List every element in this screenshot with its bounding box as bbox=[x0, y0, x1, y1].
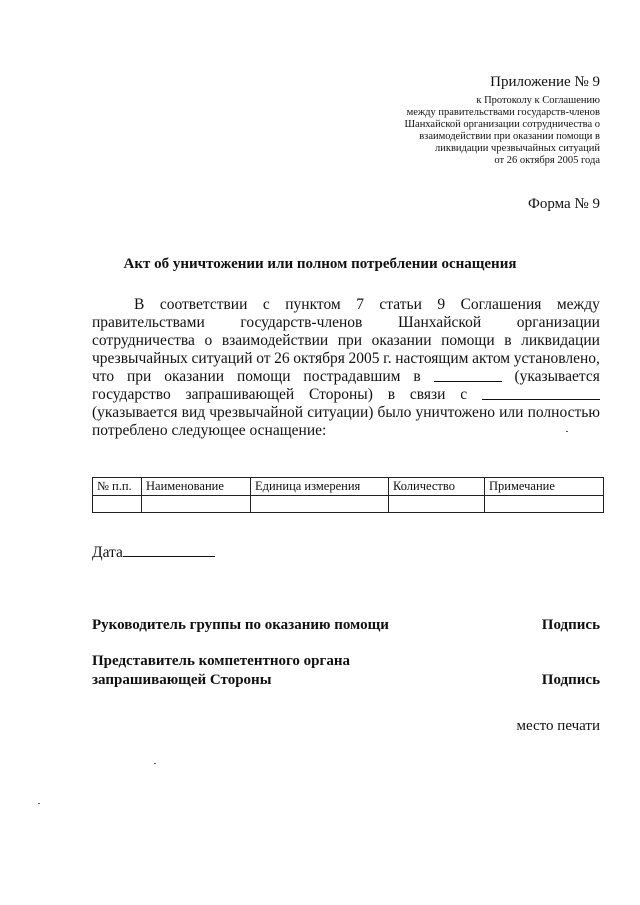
appendix-subtitle-line: к Протоколу к Соглашению bbox=[476, 95, 600, 106]
word: ситуации) bbox=[307, 404, 374, 421]
word: (указывается bbox=[92, 404, 178, 421]
word: г. bbox=[383, 350, 392, 367]
word: с bbox=[262, 296, 270, 313]
word: сотрудничества bbox=[92, 332, 195, 349]
appendix-subtitle-line: Шанхайской организации сотрудничества о bbox=[404, 119, 600, 130]
body-line-2 bbox=[92, 314, 600, 332]
word: 7 bbox=[356, 296, 364, 313]
leader-signature-label: Подпись bbox=[541, 617, 600, 633]
word: ликвидации bbox=[521, 332, 600, 349]
word: чрезвычайных bbox=[92, 350, 188, 367]
word: актом bbox=[472, 350, 511, 367]
document-title: Акт об уничтожении или полном потреблении оснащения bbox=[123, 256, 517, 272]
word: было bbox=[377, 404, 412, 421]
word: помощи bbox=[236, 368, 291, 385]
table-cell bbox=[485, 496, 604, 513]
date-blank-line bbox=[123, 543, 215, 557]
word: Шанхайской bbox=[397, 314, 482, 331]
word: правительствами bbox=[92, 314, 205, 331]
equipment-table bbox=[92, 477, 604, 513]
body-line-6 bbox=[92, 386, 600, 404]
word: чрезвычайной bbox=[209, 404, 304, 421]
stamp-place-label: место печати bbox=[516, 718, 600, 734]
word: от bbox=[256, 350, 271, 367]
body-line-5 bbox=[92, 368, 600, 386]
country-blank-line bbox=[434, 368, 502, 382]
word: в bbox=[504, 332, 512, 349]
table-row bbox=[93, 496, 604, 513]
word: в bbox=[413, 368, 421, 385]
word: с bbox=[460, 386, 468, 403]
body-paragraph bbox=[92, 296, 600, 440]
signature-row-leader bbox=[92, 617, 600, 634]
word: соответствии bbox=[159, 296, 248, 313]
word: пунктом bbox=[285, 296, 341, 313]
table-cell bbox=[389, 496, 485, 513]
word: организации bbox=[516, 314, 600, 331]
date-label: Дата bbox=[92, 544, 123, 561]
word: настоящим bbox=[395, 350, 469, 367]
body-line-8: потреблено следующее оснащение: bbox=[92, 422, 327, 439]
body-line-4 bbox=[92, 350, 600, 368]
word: ситуаций bbox=[191, 350, 253, 367]
word: между bbox=[556, 296, 600, 313]
appendix-subtitle-line: от 26 октября 2005 года bbox=[494, 155, 600, 166]
appendix-title: Приложение № 9 bbox=[490, 74, 600, 90]
word: установлено, bbox=[513, 350, 600, 367]
header-note: Примечание bbox=[485, 478, 604, 496]
word: запрашивающей bbox=[185, 386, 295, 403]
table-cell bbox=[142, 496, 251, 513]
scan-speck bbox=[566, 431, 568, 432]
word: статьи bbox=[379, 296, 422, 313]
word: Стороны) bbox=[309, 386, 373, 403]
word: что bbox=[92, 368, 115, 385]
word: полностью bbox=[527, 404, 600, 421]
header-unit: Единица измерения bbox=[251, 478, 389, 496]
word: взаимодействии bbox=[221, 332, 329, 349]
emergency-blank-line bbox=[482, 386, 600, 400]
appendix-subtitle-line: взаимодействии при оказании помощи в bbox=[419, 131, 600, 142]
table-header-row bbox=[93, 478, 604, 496]
word: (указывается bbox=[514, 368, 600, 385]
word: Соглашения bbox=[460, 296, 542, 313]
word: уничтожено bbox=[415, 404, 495, 421]
representative-label-line: Представитель компетентного органа bbox=[92, 653, 350, 669]
header-quantity: Количество bbox=[389, 478, 485, 496]
appendix-subtitle bbox=[340, 95, 600, 167]
table-cell bbox=[251, 496, 389, 513]
word: государств-членов bbox=[240, 314, 363, 331]
word: 26 bbox=[274, 350, 290, 367]
word: о bbox=[204, 332, 213, 349]
word: или bbox=[499, 404, 524, 421]
representative-label bbox=[92, 652, 350, 690]
word: помощи bbox=[441, 332, 495, 349]
word: при bbox=[337, 332, 363, 349]
word: оказании bbox=[371, 332, 432, 349]
representative-label-line: запрашивающей Стороны bbox=[92, 672, 272, 688]
date-field bbox=[92, 543, 215, 562]
header-name: Наименование bbox=[142, 478, 251, 496]
signature-row-representative bbox=[92, 652, 600, 690]
word: октября bbox=[293, 350, 345, 367]
word: государство bbox=[92, 386, 171, 403]
word: 9 bbox=[437, 296, 446, 313]
leader-label: Руководитель группы по оказанию помощи bbox=[92, 617, 389, 633]
word: 2005 bbox=[348, 350, 380, 367]
appendix-subtitle-line: между правительствами государств-членов bbox=[406, 107, 600, 118]
word: в bbox=[387, 386, 396, 403]
header-number: № п.п. bbox=[93, 478, 142, 496]
word: пострадавшим bbox=[303, 368, 401, 385]
word: связи bbox=[409, 386, 446, 403]
table-cell bbox=[93, 496, 142, 513]
word: при bbox=[127, 368, 152, 385]
body-line-7 bbox=[92, 404, 600, 422]
word: оказании bbox=[164, 368, 225, 385]
form-number: Форма № 9 bbox=[528, 196, 600, 212]
body-line-3 bbox=[92, 332, 600, 350]
scan-speck bbox=[38, 803, 40, 804]
scan-speck bbox=[154, 763, 156, 764]
word: В bbox=[134, 296, 145, 313]
representative-signature-label: Подпись bbox=[541, 672, 600, 688]
body-line-1 bbox=[92, 296, 600, 314]
appendix-subtitle-line: ликвидации чрезвычайных ситуаций bbox=[435, 143, 600, 154]
word: вид bbox=[181, 404, 206, 421]
